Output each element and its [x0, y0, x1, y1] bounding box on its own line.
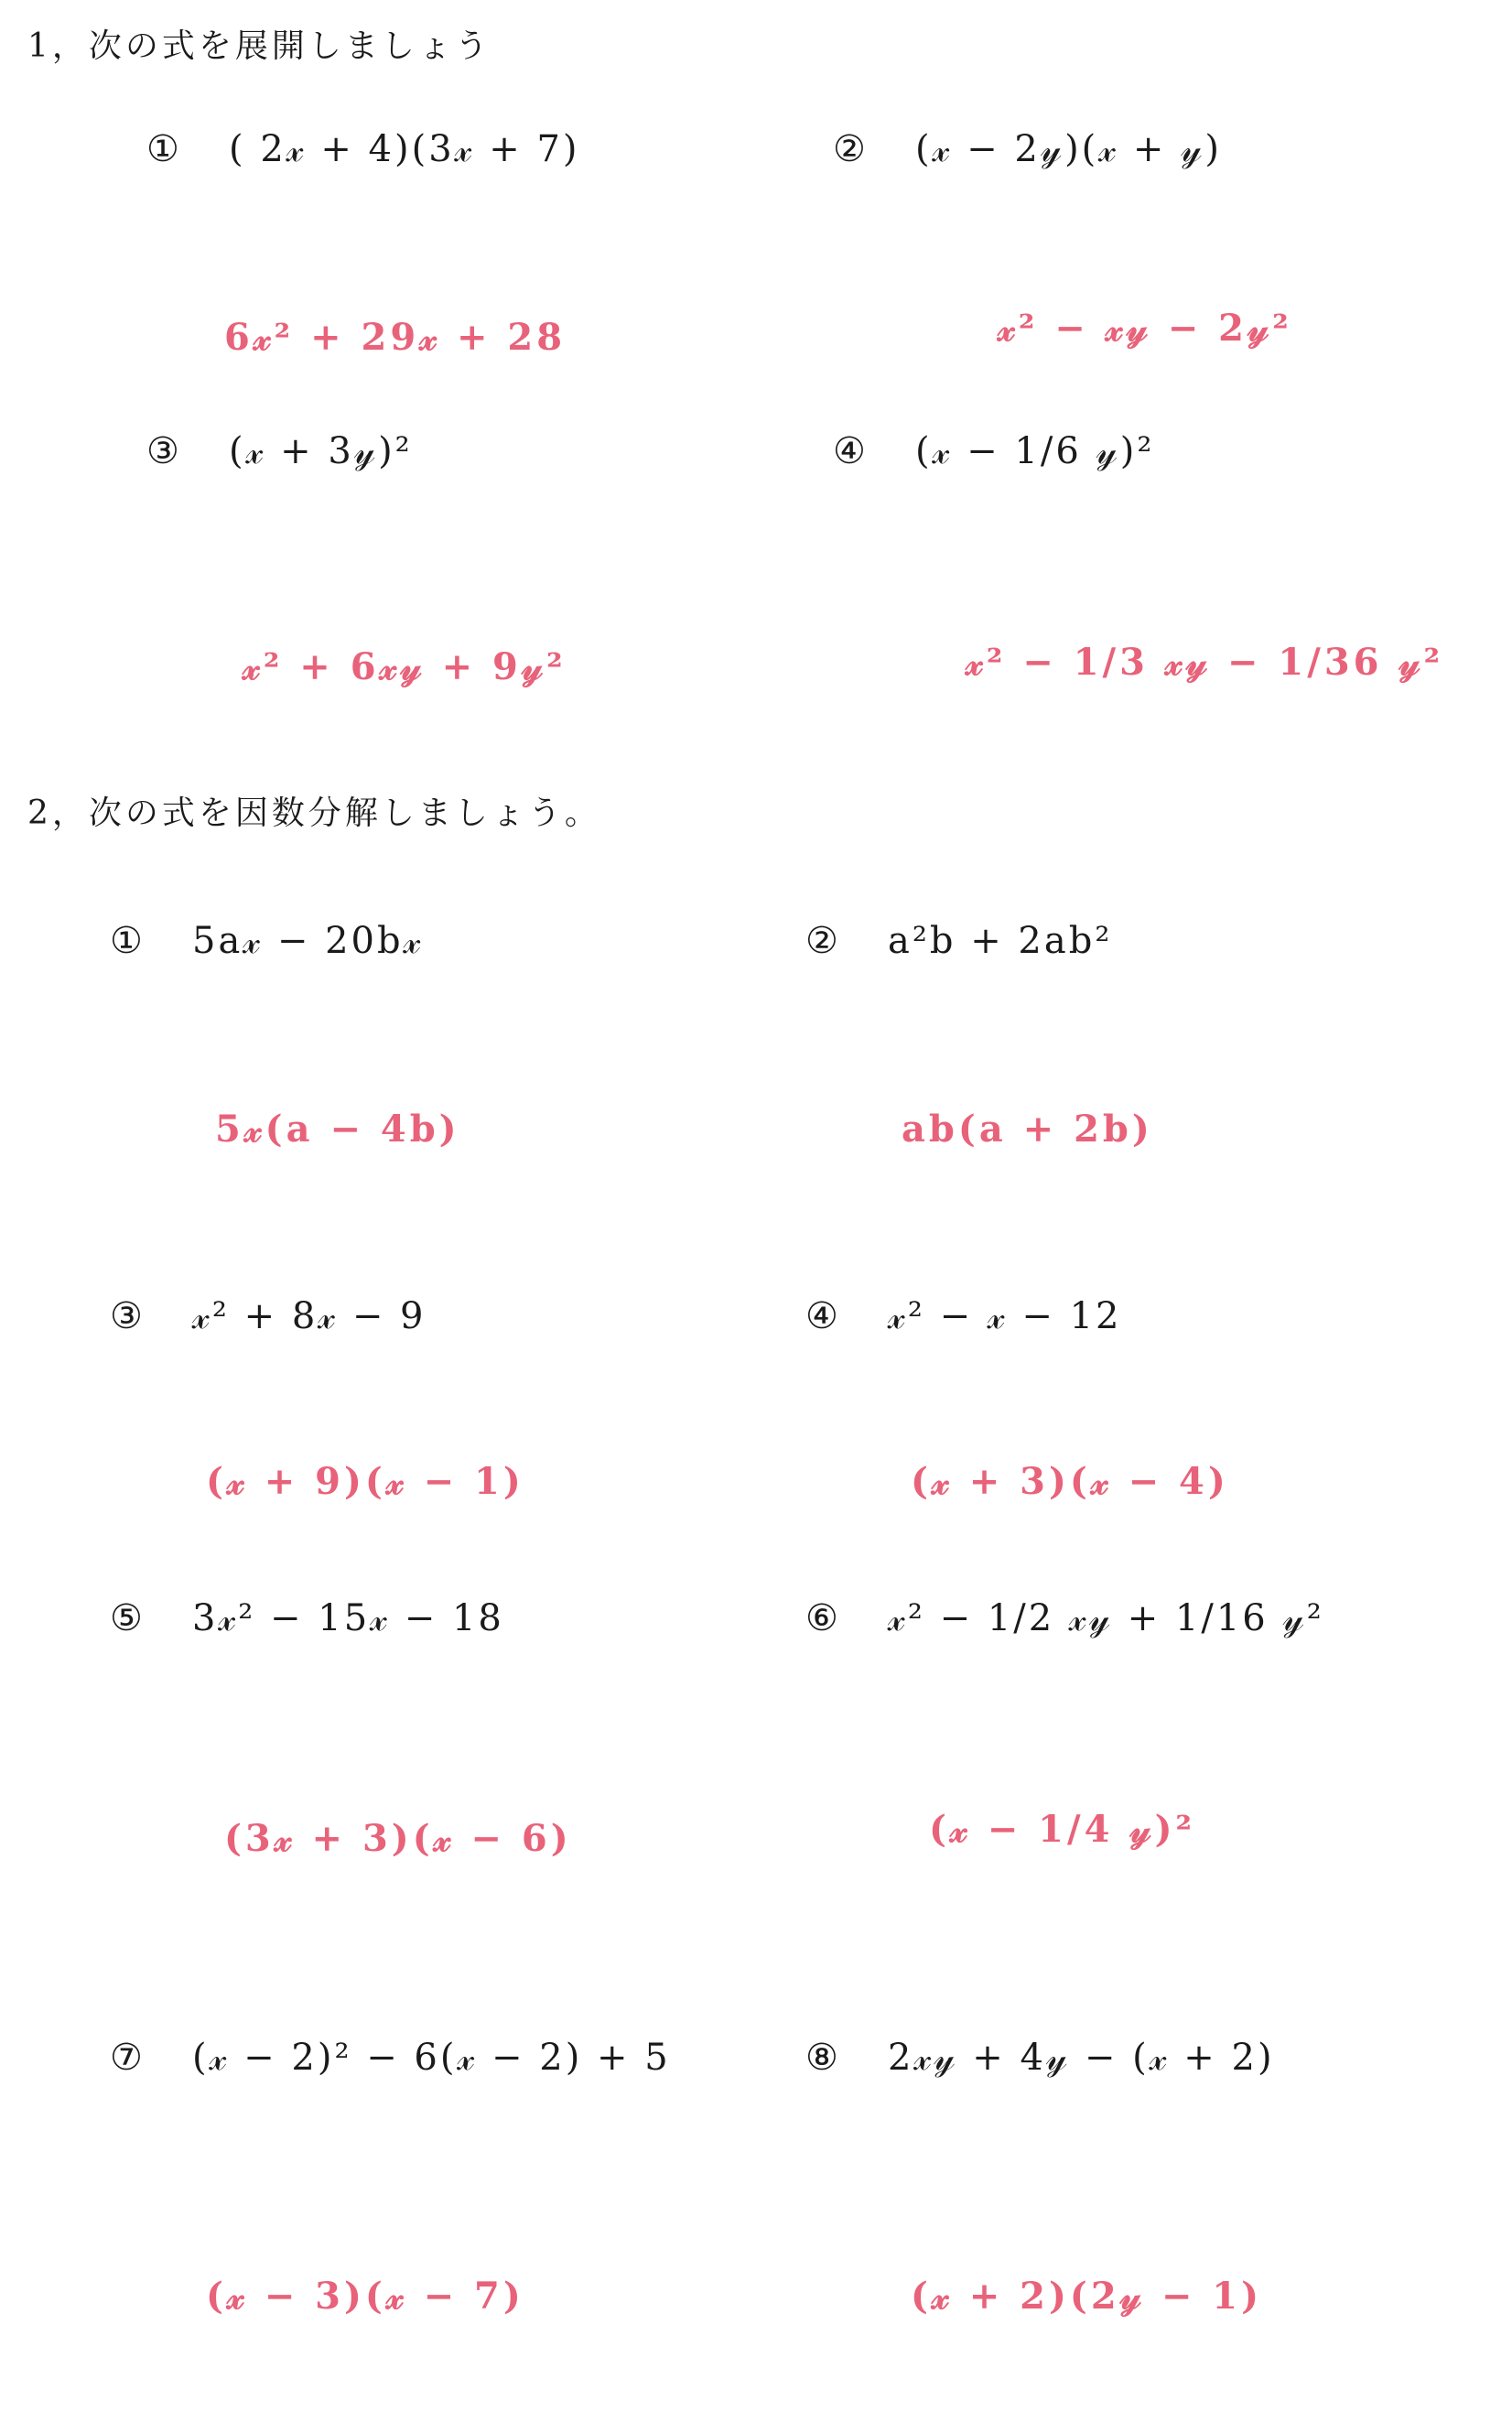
s1-answer-4: 𝓍² − 1/3 𝓍𝓎 − 1/36 𝓎²	[966, 641, 1444, 684]
s2-problem-1: ① 5a𝓍 − 20b𝓍	[110, 920, 424, 962]
s1-answer-3: 𝓍² + 6𝓍𝓎 + 9𝓎²	[243, 645, 567, 688]
problem-number: ②	[805, 920, 841, 962]
s1-problem-4: ④ (𝓍 − 1/6 𝓎)²	[833, 430, 1155, 472]
s2-problem-8: ⑧ 2𝓍𝓎 + 4𝓎 − (𝓍 + 2)	[805, 2037, 1275, 2079]
problem-number: ⑥	[805, 1597, 841, 1639]
s2-answer-4: (𝓍 + 3)(𝓍 − 4)	[911, 1460, 1229, 1503]
s2-problem-3: ③ 𝓍² + 8𝓍 − 9	[110, 1295, 427, 1337]
problem-number: ⑧	[805, 2037, 841, 2079]
s2-answer-6: (𝓍 − 1/4 𝓎)²	[929, 1808, 1196, 1851]
s2-answer-3: (𝓍 + 9)(𝓍 − 1)	[206, 1460, 524, 1503]
s2-problem-2: ② a²b + 2ab²	[805, 920, 1113, 962]
s2-answer-2: ab(a + 2b)	[902, 1108, 1153, 1151]
s2-answer-8: (𝓍 + 2)(2𝓎 − 1)	[911, 2275, 1263, 2318]
s2-problem-7: ⑦ (𝓍 − 2)² − 6(𝓍 − 2) + 5	[110, 2037, 671, 2079]
problem-number: ③	[110, 1295, 146, 1337]
s2-answer-7: (𝓍 − 3)(𝓍 − 7)	[206, 2275, 524, 2318]
problem-number: ④	[833, 430, 869, 472]
section2-heading: 2，次の式を因数分解しましょう。	[27, 795, 601, 832]
s2-answer-5: (3𝓍 + 3)(𝓍 − 6)	[224, 1817, 572, 1860]
s1-answer-2: 𝓍² − 𝓍𝓎 − 2𝓎²	[998, 307, 1292, 350]
problem-number: ③	[146, 430, 182, 472]
s1-problem-2: ② (𝓍 − 2𝓎)(𝓍 + 𝓎)	[833, 128, 1222, 170]
s2-problem-4: ④ 𝓍² − 𝓍 − 12	[805, 1295, 1122, 1337]
s1-answer-1: 6𝓍² + 29𝓍 + 28	[224, 316, 567, 359]
s1-problem-3: ③ (𝓍 + 3𝓎)²	[146, 430, 413, 472]
problem-number: ②	[833, 128, 869, 170]
s1-problem-1: ① ( 2𝓍 + 4)(3𝓍 + 7)	[146, 128, 580, 170]
problem-number: ①	[146, 128, 182, 170]
problem-number: ④	[805, 1295, 841, 1337]
section1-heading: 1，次の式を展開しましょう	[27, 27, 491, 65]
problem-number: ⑦	[110, 2037, 146, 2079]
problem-number: ①	[110, 920, 146, 962]
s2-answer-1: 5𝓍(a − 4b)	[215, 1108, 460, 1151]
problem-number: ⑤	[110, 1597, 146, 1639]
s2-problem-6: ⑥ 𝓍² − 1/2 𝓍𝓎 + 1/16 𝓎²	[805, 1597, 1324, 1639]
s2-problem-5: ⑤ 3𝓍² − 15𝓍 − 18	[110, 1597, 504, 1639]
